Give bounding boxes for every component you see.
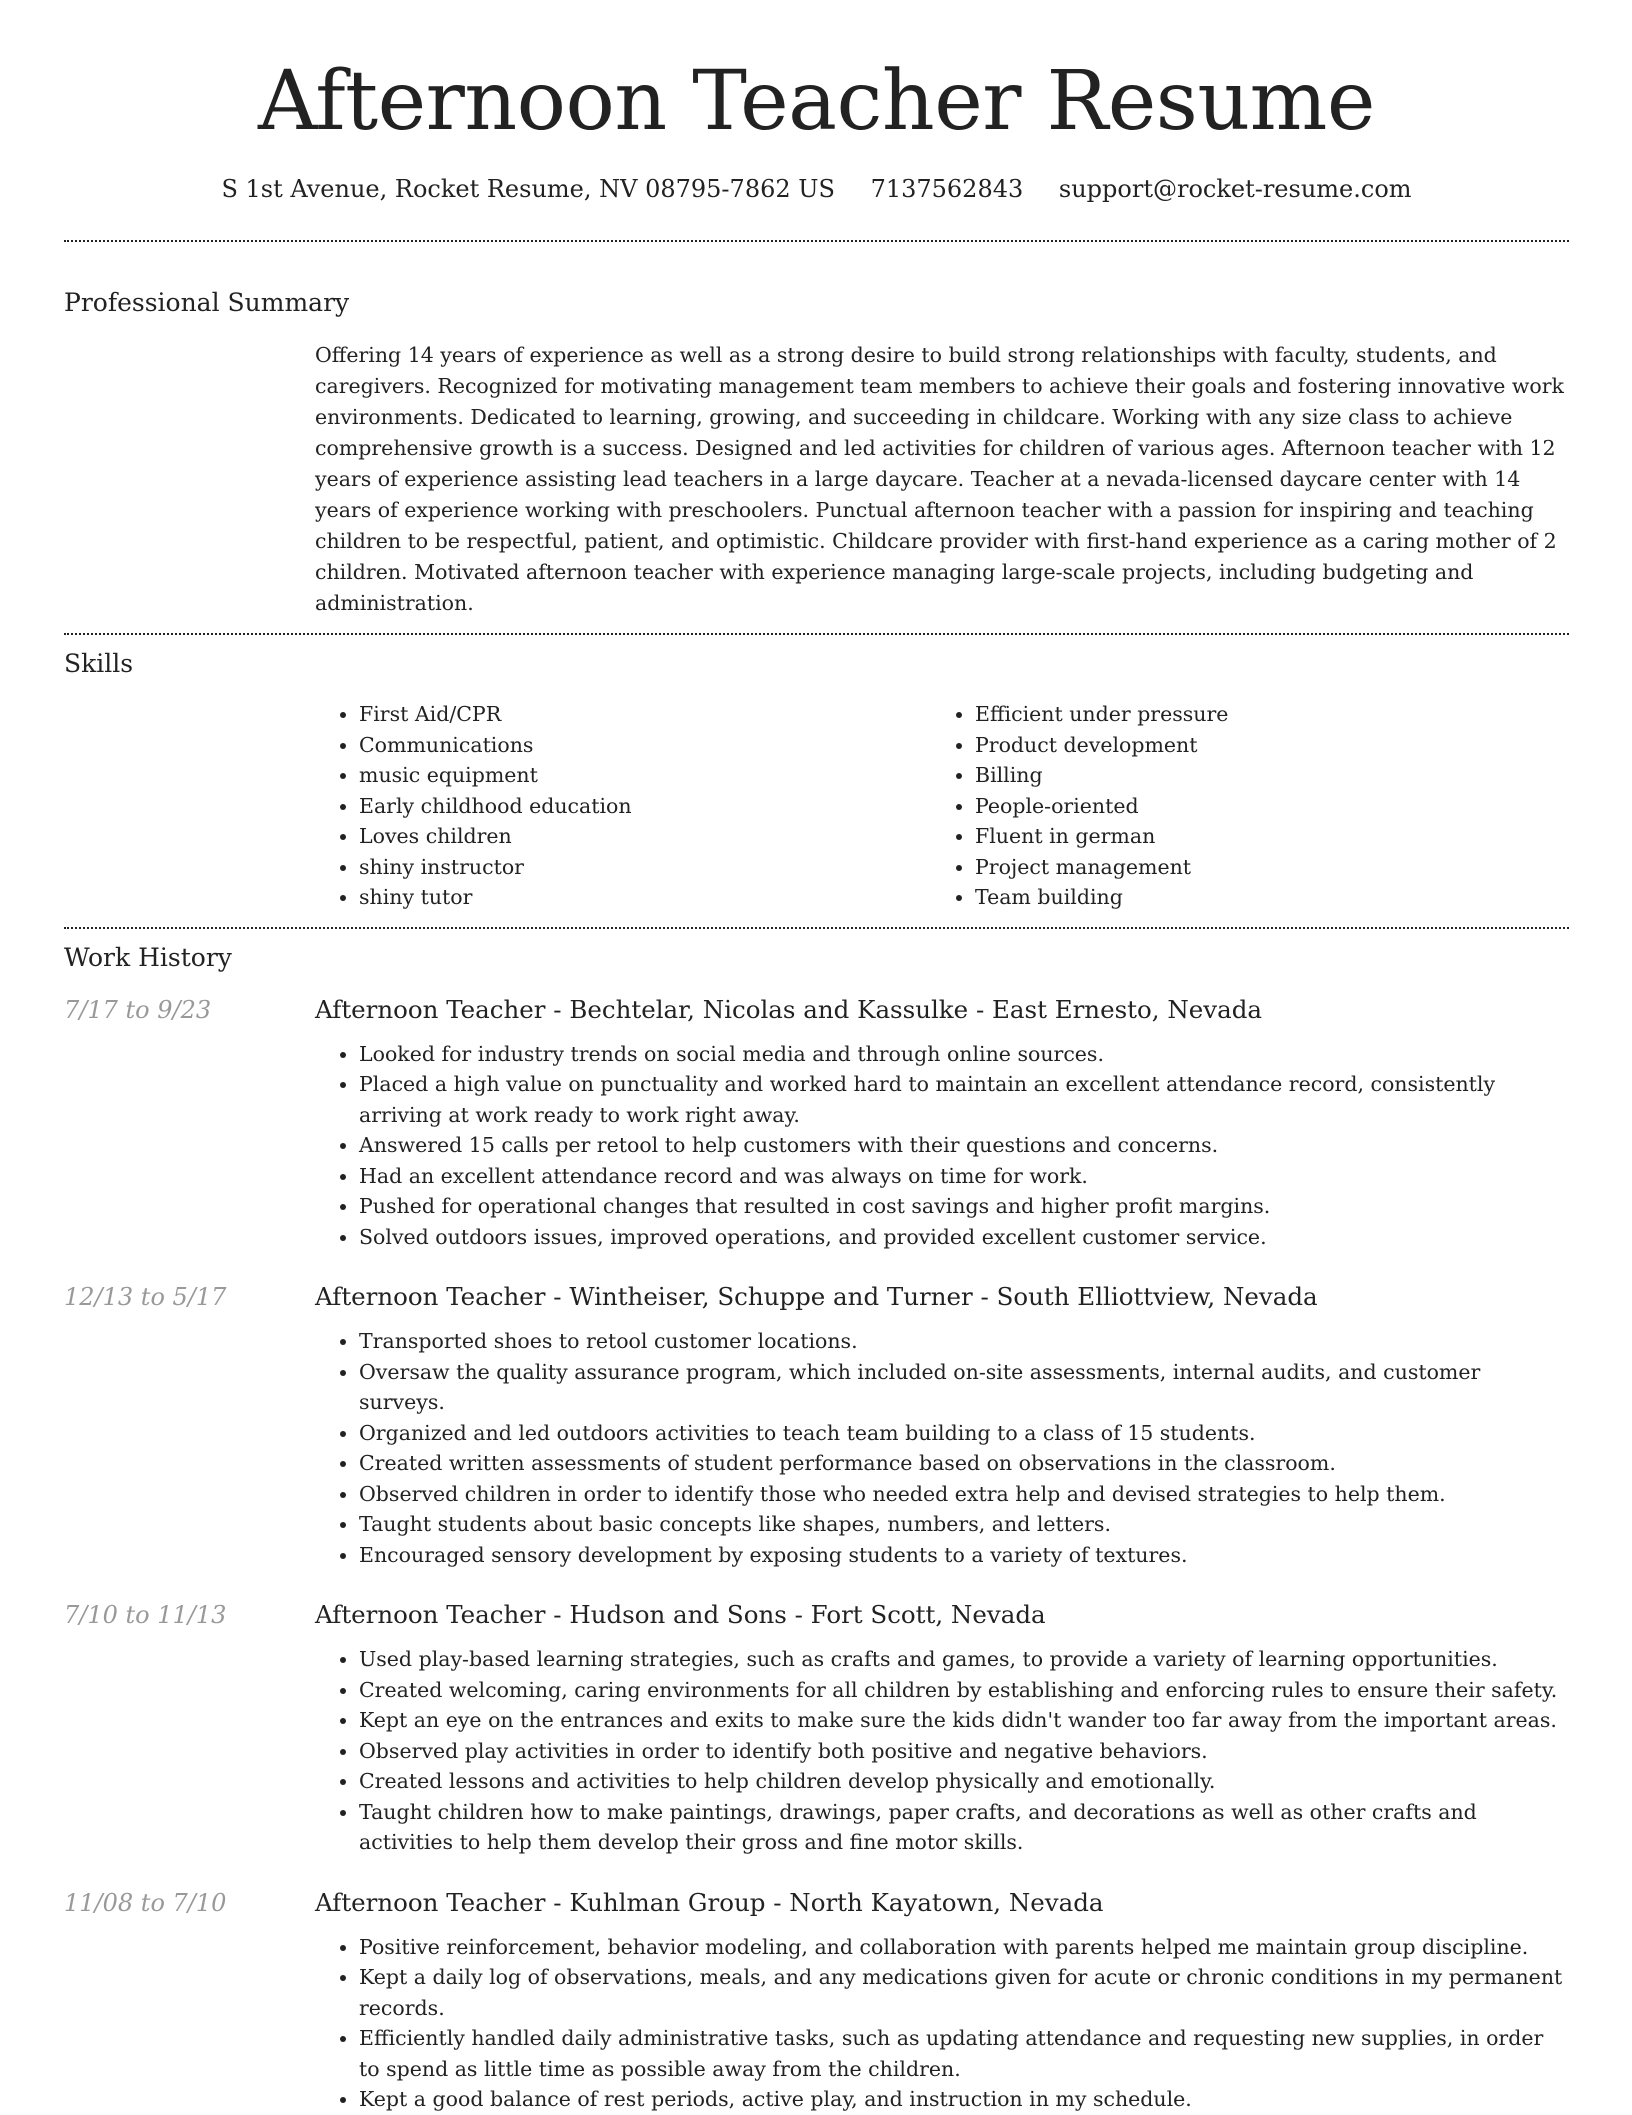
summary-heading: Professional Summary (64, 288, 350, 317)
job-bullet: • Created written assessments of student performance based on observations in the classroom. (359, 1448, 1569, 1479)
job-bullets (315, 1932, 1569, 2115)
job-entry (64, 1598, 1569, 1858)
job-bullet: • Placed a high value on punctuality and worked hard to maintain an excellent attendance record, consistently arriving at work ready to work right away. (359, 1069, 1569, 1130)
skill-item: • First Aid/CPR (359, 699, 931, 730)
job-heading: Afternoon Teacher - Kuhlman Group - North Kayatown, Nevada (315, 1887, 1104, 1917)
job-entry (64, 1280, 1569, 1570)
work-history-heading: Work History (64, 942, 232, 972)
job-bullet: • Kept a good balance of rest periods, active play, and instruction in my schedule. (359, 2084, 1569, 2115)
contact-phone: 7137562843 (870, 175, 1024, 203)
skills-heading: Skills (64, 649, 134, 678)
job-date: 7/17 to 9/23 (64, 995, 212, 1024)
skill-item: • Team building (975, 882, 1547, 913)
skill-item: • Project management (975, 852, 1547, 883)
job-entry (64, 1886, 1569, 2115)
job-bullets (315, 1039, 1569, 1253)
job-bullet: • Looked for industry trends on social media and through online sources. (359, 1039, 1569, 1070)
job-date: 12/13 to 5/17 (64, 1283, 227, 1311)
skill-item: • Loves children (359, 821, 931, 852)
job-bullets (315, 1644, 1569, 1858)
job-bullet: • Efficiently handled daily administrative tasks, such as updating attendance and requesting new supplies, in order to spend as little time as possible away from the children. (359, 2023, 1569, 2084)
job-bullet: • Solved outdoors issues, improved operations, and provided excellent customer service. (359, 1222, 1569, 1253)
job-bullet: • Pushed for operational changes that resulted in cost savings and higher profit margins. (359, 1191, 1569, 1222)
job-bullet: • Organized and led outdoors activities to teach team building to a class of 15 students. (359, 1418, 1569, 1449)
divider (64, 633, 1569, 635)
skill-item: • Early childhood education (359, 791, 931, 822)
skills-column-right (931, 699, 1547, 913)
divider (64, 240, 1569, 242)
job-entry (64, 993, 1569, 1253)
job-bullet: • Created welcoming, caring environments for all children by establishing and enforcing rules to ensure their safety. (359, 1675, 1569, 1706)
resume-page (64, 0, 1569, 2115)
job-bullet: • Had an excellent attendance record and was always on time for work. (359, 1161, 1569, 1192)
contact-email: support@rocket-resume.com (1058, 175, 1412, 203)
job-bullet: • Created lessons and activities to help children develop physically and emotionally. (359, 1766, 1569, 1797)
job-bullet: • Oversaw the quality assurance program, which included on-site assessments, internal audits, and customer surveys. (359, 1357, 1569, 1418)
contact-address: S 1st Avenue, Rocket Resume, NV 08795-7862 US (221, 175, 835, 203)
skill-item: • Communications (359, 730, 931, 761)
contact-line (64, 172, 1569, 206)
skill-item: • Product development (975, 730, 1547, 761)
job-bullet: • Taught students about basic concepts like shapes, numbers, and letters. (359, 1509, 1569, 1540)
job-bullet: • Used play-based learning strategies, such as crafts and games, to provide a variety of learning opportunities. (359, 1644, 1569, 1675)
job-bullet: • Kept an eye on the entrances and exits to make sure the kids didn't wander too far away from the important areas. (359, 1705, 1569, 1736)
job-bullet: • Kept a daily log of observations, meals, and any medications given for acute or chronic conditions in my permanent records. (359, 1962, 1569, 2023)
skill-item: • People-oriented (975, 791, 1547, 822)
job-bullet: • Transported shoes to retool customer locations. (359, 1326, 1569, 1357)
job-bullet: • Observed play activities in order to identify both positive and negative behaviors. (359, 1736, 1569, 1767)
job-heading: Afternoon Teacher - Bechtelar, Nicolas and Kassulke - East Ernesto, Nevada (315, 994, 1262, 1024)
skills-list (315, 699, 1569, 913)
skill-item: • Efficient under pressure (975, 699, 1547, 730)
job-bullet: • Answered 15 calls per retool to help customers with their questions and concerns. (359, 1130, 1569, 1161)
job-bullets (315, 1326, 1569, 1570)
skill-item: • shiny instructor (359, 852, 931, 883)
divider (64, 927, 1569, 929)
job-bullet: • Observed children in order to identify those who needed extra help and devised strategies to help them. (359, 1479, 1569, 1510)
job-bullet: • Positive reinforcement, behavior modeling, and collaboration with parents helped me maintain group discipline. (359, 1932, 1569, 1963)
skill-item: • music equipment (359, 760, 931, 791)
resume-title: Afternoon Teacher Resume (258, 54, 1375, 149)
job-heading: Afternoon Teacher - Hudson and Sons - Fort Scott, Nevada (315, 1600, 1046, 1629)
job-date: 11/08 to 7/10 (64, 1888, 227, 1917)
job-date: 7/10 to 11/13 (64, 1601, 227, 1629)
job-heading: Afternoon Teacher - Wintheiser, Schuppe and Turner - South Elliottview, Nevada (315, 1282, 1318, 1311)
job-bullet: • Encouraged sensory development by exposing students to a variety of textures. (359, 1540, 1569, 1571)
skill-item: • Fluent in german (975, 821, 1547, 852)
job-bullet: • Taught children how to make paintings, drawings, paper crafts, and decorations as well as other crafts and activities to help them develop their gross and fine motor skills. (359, 1797, 1569, 1858)
skills-column-left (315, 699, 931, 913)
skill-item: • Billing (975, 760, 1547, 791)
skill-item: • shiny tutor (359, 882, 931, 913)
summary-text: Offering 14 years of experience as well as a strong desire to build strong relationships with faculty, students, and caregivers. Recognized for motivating management team members to achieve their goals and fostering innovative work environments. Dedicated to learning, growing, and succeeding in childcare. Working with any size class to achieve comprehensive growth is a success. Designed and led activities for children of various ages. Afternoon teacher with 12 years of experience assisting lead teachers in a large daycare. Teacher at a nevada-licensed daycare center with 14 years of experience working with preschoolers. Punctual afternoon teacher with a passion for inspiring and teaching children to be respectful, patient, and optimistic. Childcare provider with first-hand experience as a caring mother of 2 children. Motivated afternoon teacher with experience managing large-scale projects, including budgeting and administration. (315, 343, 1564, 615)
